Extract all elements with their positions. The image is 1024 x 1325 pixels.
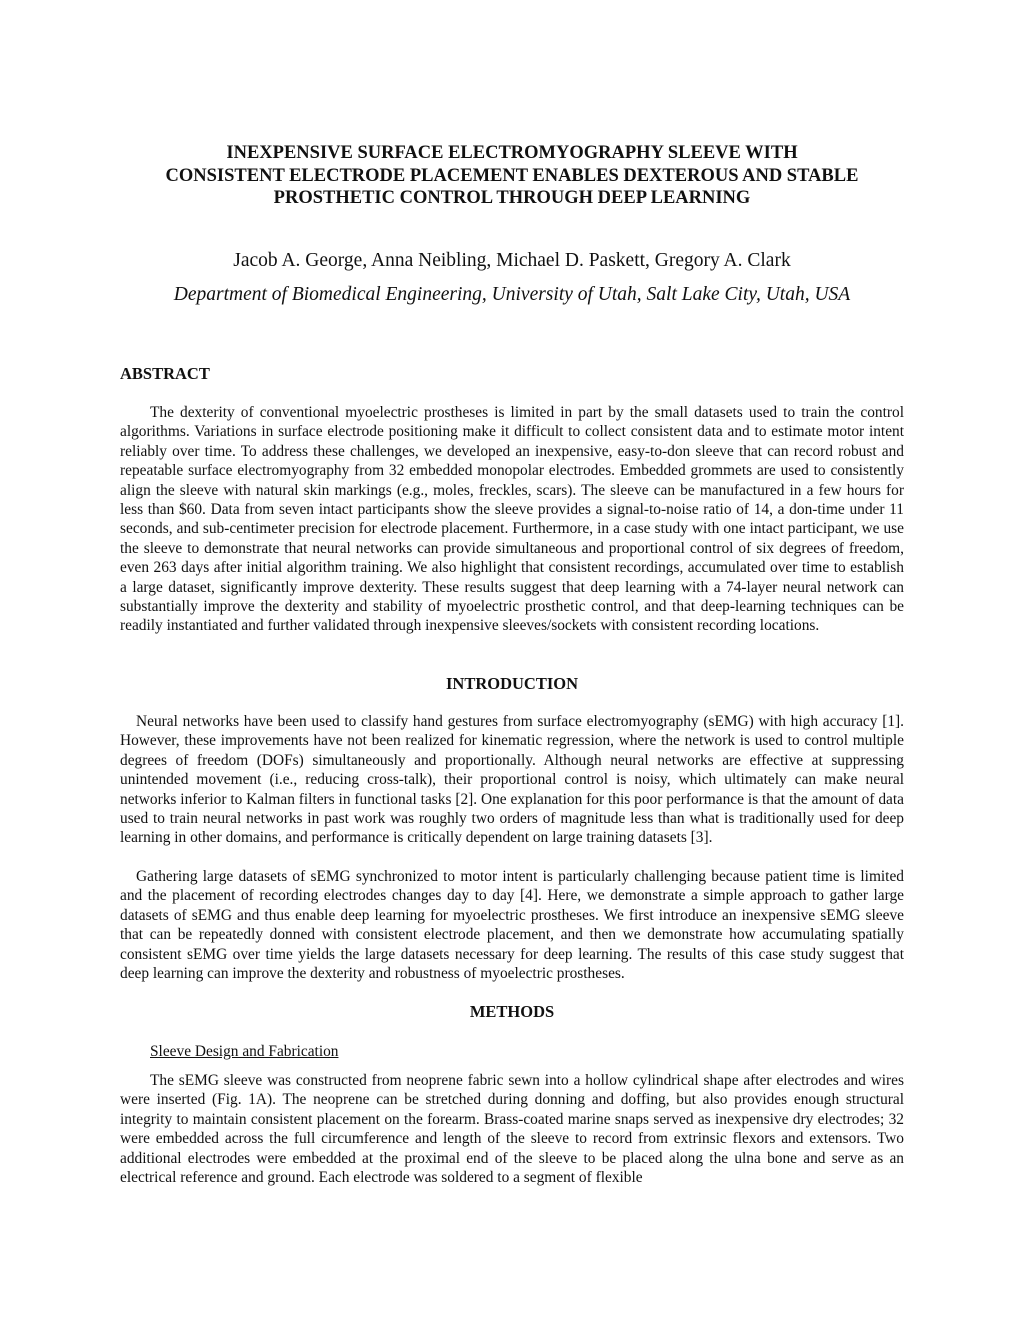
methods-heading: METHODS (469, 1002, 555, 1021)
affiliation: Department of Biomedical Engineering, University of Utah, Salt Lake City, Utah, USA (173, 284, 851, 305)
author-list: Jacob A. George, Anna Neibling, Michael D. Paskett, Gregory A. Clark (233, 250, 791, 271)
introduction-paragraph-1: Neural networks have been used to classify hand gestures from surface electromyography (sEMG) with high accuracy [1]. However, these improvements have not been realized for kinematic regression, where the network is used to control multiple degrees of freedom (DOFs) simultaneously and proportionally. Although neural networks are effective at suppressing unintended movement (i.e., reducing cross-talk), their proportional control is noisy, which ultimately can make neural networks inferior to Kalman filters in functional tasks [2]. One explanation for this poor performance is that the amount of data used to train neural networks in past work was roughly two orders of magnitude less than what is traditionally used for deep learning in other domains, and performance is critically dependent on large training datasets [3]. (120, 713, 904, 847)
introduction-paragraph-2: Gathering large datasets of sEMG synchronized to motor intent is particularly challenging because patient time is limited and the placement of recording electrodes changes day to day [4]. Here, we demonstrate a simple approach to gather large datasets of sEMG and thus enable deep learning for myoelectric prostheses. We first introduce an inexpensive sEMG sleeve that can be repeatedly donned with consistent electrode placement, and then we demonstrate how accumulating spatially consistent sEMG over time yields the large datasets necessary for deep learning. The results of this case study suggest that deep learning can improve the dexterity and robustness of myoelectric prostheses. (120, 868, 904, 983)
paper-title (120, 142, 904, 210)
abstract-text: The dexterity of conventional myoelectric prostheses is limited in part by the small datasets used to train the control algorithms. Variations in surface electrode positioning make it difficult to collect consistent data and to estimate motor intent reliably over time. To address these challenges, we developed an inexpensive, easy-to-don sleeve that can record robust and repeatable surface electromyography from 32 embedded monopolar electrodes. Embedded grommets are used to consistently align the sleeve with natural skin markings (e.g., moles, freckles, scars). The sleeve can be manufactured in a few hours for less than $60. Data from seven intact participants show the sleeve provides a signal-to-noise ratio of 14, a don-time under 11 seconds, and sub-centimeter precision for electrode placement. Furthermore, in a case study with one intact participant, we use the sleeve to demonstrate that neural networks can provide simultaneous and proportional control of six degrees of freedom, even 263 days after initial algorithm training. We also highlight that consistent recordings, accumulated over time to establish a large dataset, significantly improve dexterity. These results suggest that deep learning with a 74-layer neural network can substantially improve the dexterity and stability of myoelectric prosthetic control, and that deep-learning techniques can be readily instantiated and further validated through inexpensive sleeves/sockets with consistent recording locations. (120, 404, 904, 635)
abstract-heading: ABSTRACT (120, 364, 210, 383)
introduction-heading: INTRODUCTION (445, 674, 579, 693)
title-line-2: CONSISTENT ELECTRODE PLACEMENT ENABLES DEXTEROUS AND STABLE (165, 165, 859, 186)
methods-paragraph-1: The sEMG sleeve was constructed from neoprene fabric sewn into a hollow cylindrical shape after electrodes and wires were inserted (Fig. 1A). The neoprene can be stretched during donning and doffing, but also provides enough structural integrity to maintain consistent placement on the forearm. Brass-coated marine snaps served as inexpensive dry electrodes; 32 were embedded across the full circumference and length of the sleeve to record from extrinsic flexors and extensors. Two additional electrodes were embedded at the proximal end of the sleeve to be placed along the ulna bone and serve as an electrical reference and ground. Each electrode was soldered to a segment of flexible (120, 1072, 904, 1187)
sleeve-design-subheading: Sleeve Design and Fabrication (150, 1043, 339, 1060)
title-line-3: PROSTHETIC CONTROL THROUGH DEEP LEARNING (273, 188, 751, 208)
title-line-1: INEXPENSIVE SURFACE ELECTROMYOGRAPHY SLEEVE WITH (226, 143, 798, 163)
